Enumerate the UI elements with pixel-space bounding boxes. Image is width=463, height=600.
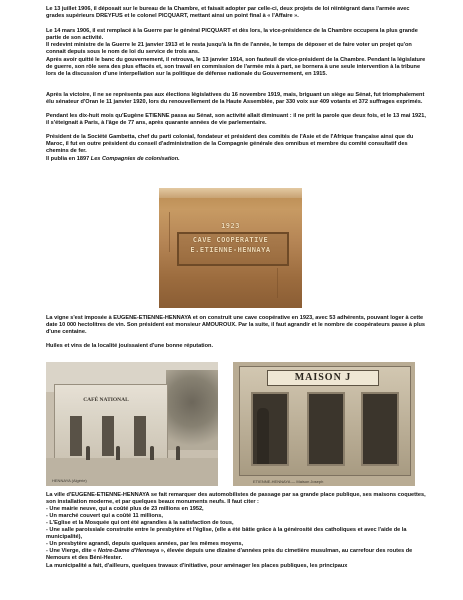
person-figure xyxy=(150,446,154,460)
cafe-door xyxy=(102,416,114,456)
publication-prefix: Il publia en 1897 xyxy=(46,156,91,162)
cave-cooperative-photo xyxy=(159,188,302,308)
maison-photo xyxy=(233,362,415,486)
paragraph-vine: La vigne s'est imposée à EUGENE-ETIENNE-HENNAYA et on construit une cave coopérative en 1923, avec 53 adhérents, pouvant loger à cette date 10 000 hectolitres de vin. Son président est monsieur AMOUROUX. Par la suite, il faut agrandir et le nombre de coopérateurs passe à plus d'une centaine. xyxy=(46,315,426,336)
list-item-presbytere: - Un presbytère agrandi, depuis quelques années, par les mêmes moyens, xyxy=(46,541,244,547)
person-figure xyxy=(176,446,180,460)
person-figure xyxy=(257,408,269,464)
inscription-line: CAVE COOPERATIVE xyxy=(192,236,269,244)
paragraph-societies: Président de la Société Gambetta, chef du parti colonial, fondateur et président des comités de l'Asie et de l'Afrique française ainsi que du Maroc, il fut en outre président du conseil d'administration de la Compagnie générale des omnibus et membre du comité consultatif des chemins de fer. xyxy=(46,134,414,155)
inscription-year: 1923 xyxy=(221,222,240,230)
paragraph-dreyfus: Le 13 juillet 1906, il déposait sur le bureau de la Chambre, et faisait adopter par celle-ci, deux projets de loi réintégrant dans l'armée avec grades supérieurs DREYFUS et le colonel PICQUART, mettant ainsi un point final à « l'Affaire ». xyxy=(46,6,410,20)
vierge-suffix: », élevée depuis une dizaine d'années près du cimetière musulman, au carrefour des routes de Nemours et des Béni-Hester. xyxy=(46,548,413,562)
paragraph-war-minister: Il redevint ministre de la Guerre le 21 janvier 1913 et le resta jusqu'à la fin de l'année, le temps de déposer et de faire voter un projet qu'on connait depuis sous le nom de loi du service de trois ans. xyxy=(46,42,412,56)
paragraph-picquart: Le 14 mars 1906, il est remplacé à la Guerre par le général PICQUART et dès lors, la vice-présidence de la Chambre occupera la plus grande partie de son activité. xyxy=(46,28,418,42)
paragraph-municipality: La municipalité a fait, d'ailleurs, quelques travaux d'initiative, pour aménager les places publiques, les principaux xyxy=(46,563,348,569)
vierge-prefix: - Une Vierge, dite « xyxy=(46,548,98,554)
cafe-door xyxy=(70,416,82,456)
list-item-eglise: - L'Eglise et la Mosquée qui ont été agrandies à la satisfaction de tous, xyxy=(46,520,234,526)
cafe-door xyxy=(134,416,146,456)
list-item-vierge xyxy=(46,548,426,562)
inscription-line: E.ETIENNE-HENNAYA xyxy=(190,246,271,254)
cafe-photo xyxy=(46,362,218,486)
paragraph-senate-election: Après la victoire, il ne se représenta pas aux élections législatives du 16 novembre 1919, mais, briguant un siège au Sénat, fut triomphalement élu sénateur d'Oran le 11 janvier 1920, lors du renouvellement de la Haute Assemblée, par 330 voix sur 409 votants et 372 suffrages exprimés. xyxy=(46,92,425,106)
photo-caption: ETIENNE-HENNAYA — Maison Joseph xyxy=(253,479,324,484)
paragraph-senate-activity: Pendant les dix-huit mois qu'Eugène ETIENNE passa au Sénat, son activité allait diminuant : il ne prit la parole que deux fois, et le 13 mai 1921, il s'éteignait à Paris, à l'âge de 77 ans, après quarante années de vie parlementaire. xyxy=(46,113,426,127)
vierge-name: Notre-Dame d'Hennaya xyxy=(97,548,160,554)
wall-crack xyxy=(277,268,278,298)
roof-edge xyxy=(159,188,302,198)
list-item-mairie: - Une mairie neuve, qui a coûté plus de 23 millions en 1952, xyxy=(46,506,204,512)
cafe-sign: CAFÉ NATIONAL xyxy=(83,397,129,403)
paragraph-vice-president: Après avoir quitté le banc du gouvernement, il retrouva, le 13 janvier 1914, son fauteuil de vice-président de la Chambre. Pendant la législature de guerre, son rôle sera des plus effacés et, son travail en commission de l'armée mis à part, se bornera à une seule intervention à la tribune lors de la discussion d'une interpellation sur la politique de défense nationale du Gouvernement, en 1915. xyxy=(46,57,426,78)
photo-caption: HENNAYA (Algérie) xyxy=(52,478,87,483)
publication-title: Les Compagnies de colonisation. xyxy=(90,156,180,162)
person-figure xyxy=(116,446,120,460)
paragraph-publication xyxy=(46,156,426,163)
list-item-salle: - Une salle paroissiale construite entre le presbytère et l'église, (elle a été bâtie grâce à la générosité des catholiques et avec l'aide de la municipalité), xyxy=(46,527,407,541)
paragraph-town: La ville d'EUGENE-ETIENNE-HENNAYA se fait remarquer des automobilistes de passage par sa grande place publique, ses maisons coquettes, son installation moderne, et par quelques beaux monuments neufs. Il faut citer : xyxy=(46,492,426,506)
person-figure xyxy=(86,446,90,460)
shop-window xyxy=(307,392,345,466)
tree xyxy=(166,370,218,450)
list-item-marche: - Un marché couvert qui a coûté 11 millions, xyxy=(46,513,163,519)
maison-sign: MAISON J xyxy=(267,370,379,386)
paragraph-oils-wines: Huiles et vins de la localité jouissaient d'une bonne réputation. xyxy=(46,343,213,349)
shop-doorway xyxy=(361,392,399,466)
